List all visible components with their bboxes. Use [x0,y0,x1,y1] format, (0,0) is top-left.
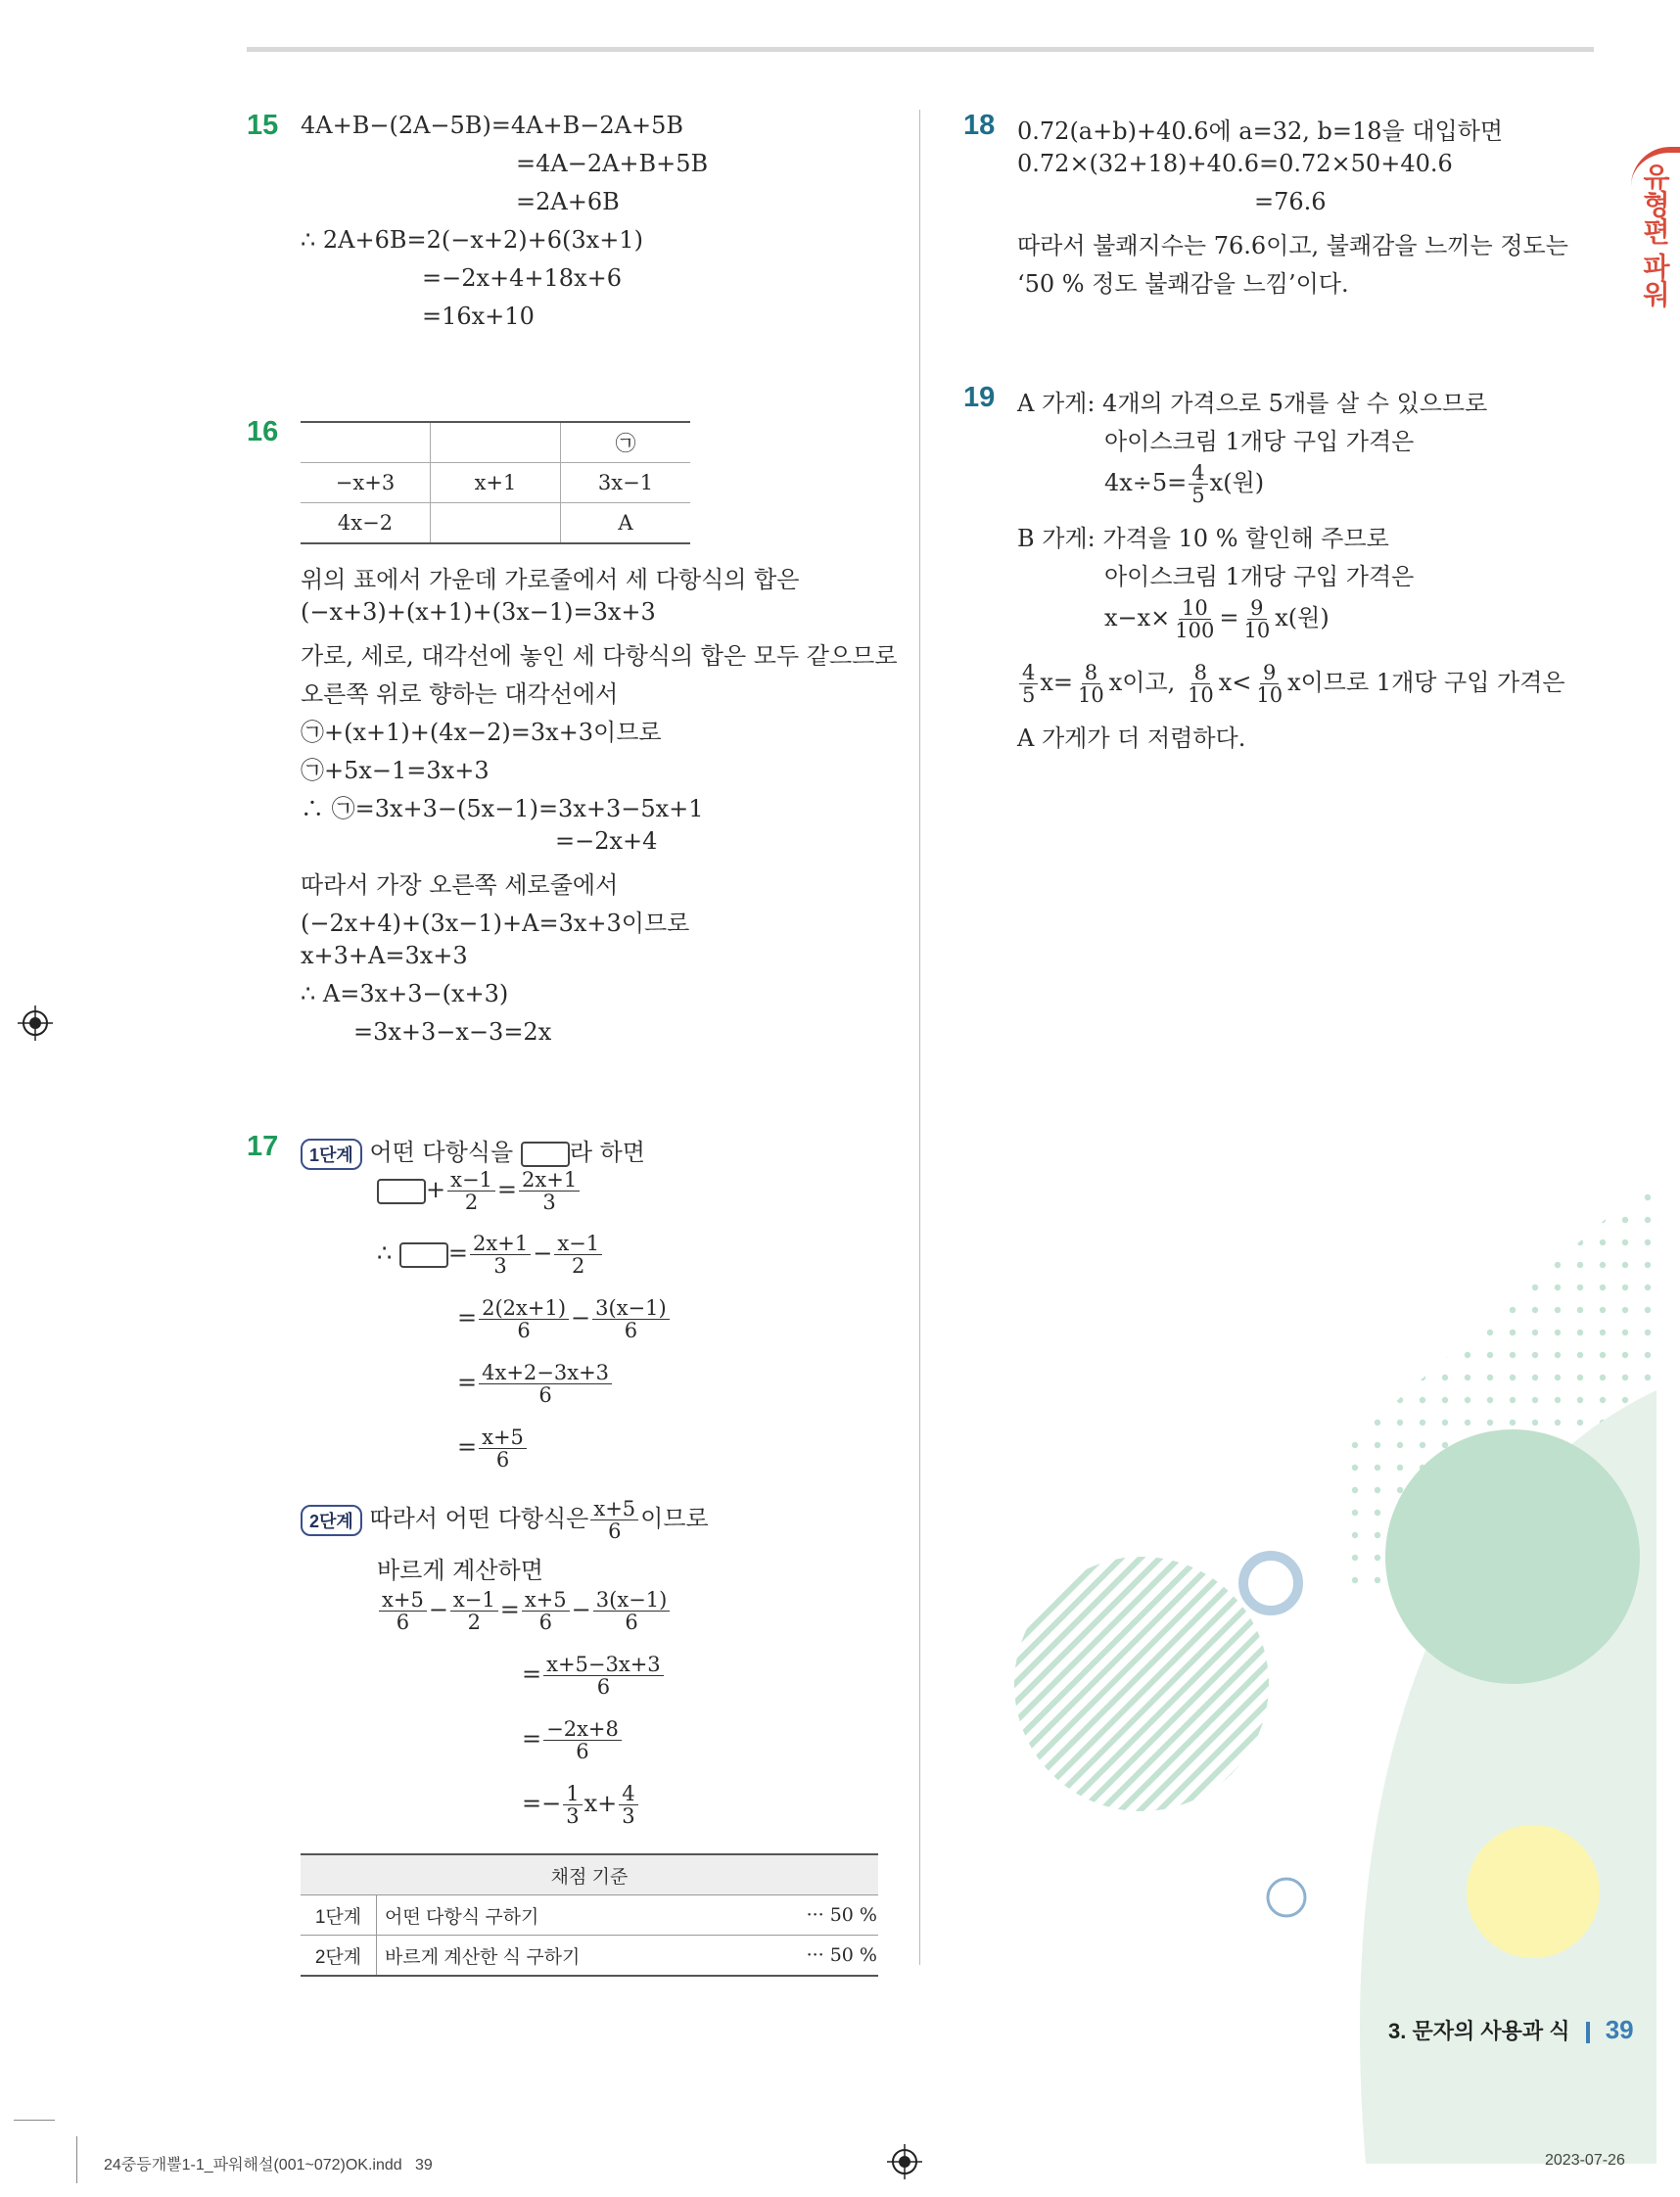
p16-line-5: ㉠+(x+1)+(4x−2)=3x+3이므로 [301,719,662,746]
numerator: x+5 [479,1426,527,1449]
numerator: 4 [1019,662,1038,684]
fraction [619,1783,637,1827]
numerator: x+5 [590,1498,638,1520]
p17-eq-5 [457,1426,529,1471]
p17-eq-2 [377,1233,604,1277]
step2-text-a: 따라서 어떤 다항식은 [369,1505,589,1533]
denominator: 3 [542,1191,556,1215]
denominator: 2 [467,1611,482,1635]
p16-line-7: ∴ ㉠=3x+3−(5x−1)=3x+3−5x+1 [301,795,704,822]
p18-line-3: =76.6 [1254,188,1327,215]
fraction [450,1589,498,1633]
side-tab [1631,147,1680,397]
p19-b-label: B 가게: 가격을 10 % 할인해 주므로 [1017,525,1389,552]
fraction [519,1169,580,1213]
denominator: 3 [566,1804,580,1829]
equals-sign: = [447,1239,469,1268]
denominator: 6 [517,1319,531,1343]
minus-sign: − [541,1790,562,1818]
fraction [593,1589,671,1633]
p17-step1-line [301,1133,645,1170]
equals-sign: = [496,1176,518,1204]
therefore-sign: ∴ [377,1239,393,1268]
numerator: 2x+1 [519,1169,580,1192]
numerator: 8 [1191,662,1210,684]
chapter-title: 3. 문자의 사용과 식 [1388,2019,1570,2043]
footer-divider [1586,2022,1590,2043]
score-desc: 바르게 계산한 식 구하기 [377,1936,779,1977]
minus-sign: − [571,1304,591,1332]
p16-line-13: =3x+3−x−3=2x [353,1018,552,1046]
p19-a-sub: 아이스크림 1개당 구입 가격은 [1104,428,1415,455]
fraction [1241,597,1274,641]
p16-line-2: (−x+3)+(x+1)+(3x−1)=3x+3 [301,598,656,626]
denominator: 6 [624,1319,638,1343]
denominator: 10 [1078,683,1104,708]
p19-a-eq [1104,462,1264,506]
p18-line-4: 따라서 불쾌지수는 76.6이고, 불쾌감을 느끼는 정도는 [1017,232,1568,259]
p16-line-11: x+3+A=3x+3 [301,942,468,969]
numerator: 9 [1260,662,1279,684]
denominator: 6 [625,1611,638,1635]
score-pct: ··· 50 % [778,1936,878,1977]
magic-square-table [301,421,690,544]
p16-line-12: ∴ A=3x+3−(x+3) [301,980,509,1007]
blank-box [521,1142,570,1167]
fraction [563,1783,582,1827]
numerator: 2(2x+1) [479,1297,569,1320]
p16-line-8: =−2x+4 [555,827,658,855]
minus-sign: − [533,1239,553,1268]
score-pct: ··· 50 % [778,1895,878,1936]
p19-b-eq [1104,597,1330,641]
problem-number-18: 18 [963,110,996,141]
p16-line-1: 위의 표에서 가운데 가로줄에서 세 다항식의 합은 [301,566,800,593]
denominator: 6 [576,1740,589,1764]
fraction [590,1498,638,1542]
numerator: 4x+2−3x+3 [479,1362,612,1384]
score-desc: 어떤 다항식 구하기 [377,1895,779,1936]
p15-line-1: 4A+B−(2A−5B)=4A+B−2A+5B [301,112,683,139]
a-eq-pre: 4x÷5= [1104,469,1188,497]
fraction [1019,662,1038,706]
equals-sign: = [522,1790,542,1818]
plus-sign: + [426,1176,446,1204]
denominator: 5 [1022,683,1036,708]
step2-badge: 2단계 [301,1505,362,1536]
equals-sign: = [457,1433,478,1462]
top-rule [247,47,1594,52]
p15-line-4: ∴ 2A+6B=2(−x+2)+6(3x+1) [301,226,643,254]
registration-mark [887,2144,922,2179]
p17-step2-line [301,1498,709,1542]
table-cell: −x+3 [301,463,431,503]
numerator: 10 [1179,597,1211,620]
p17-eq-8 [522,1718,624,1762]
table-cell [301,422,431,463]
compare-text: x이므로 1개당 구입 가격은 [1287,669,1565,697]
side-tab-label: 유형편 파워 [1640,163,1670,307]
table-cell: x+1 [431,463,561,503]
numerator: 4 [619,1783,637,1805]
b-eq-post: x(원) [1275,604,1330,632]
file-info: 24중등개뿔1-1_파워해설(001~072)OK.indd 39 [104,2157,433,2174]
fraction [1172,597,1217,641]
equals-sign: = [1219,604,1239,632]
numerator: x−1 [447,1169,495,1192]
p17-step2-text-c: 바르게 계산하면 [377,1557,543,1584]
page-number: 39 [1605,2015,1634,2044]
p15-line-6: =16x+10 [422,303,535,330]
registration-mark [18,1005,53,1041]
fraction [1189,462,1207,506]
p15-line-5: =−2x+4+18x+6 [422,264,622,292]
p16-line-3: 가로, 세로, 대각선에 놓인 세 다항식의 합은 모두 같으므로 [301,642,898,670]
equals-sign: = [499,1596,520,1624]
chapter-footer [1388,2015,1634,2045]
numerator: x−1 [554,1233,602,1255]
table-cell [431,503,561,544]
problem-number-17: 17 [247,1131,279,1162]
scoring-table [301,1853,878,1977]
p18-line-5: ‘50 % 정도 불쾌감을 느낌’이다. [1017,270,1349,298]
denominator: 10 [1256,683,1283,708]
p15-line-2: =4A−2A+B+5B [516,150,709,177]
p19-compare [1017,662,1565,706]
minus-sign: − [571,1596,591,1624]
blank-box [399,1242,448,1268]
fraction [592,1297,670,1341]
p18-line-2: 0.72×(32+18)+40.6=0.72×50+40.6 [1017,150,1453,177]
fraction [1253,662,1285,706]
a-eq-post: x(원) [1209,469,1265,497]
p17-eq-3 [457,1297,672,1341]
denominator: 6 [608,1519,622,1544]
step1-badge: 1단계 [301,1139,362,1170]
p19-b-sub: 아이스크림 1개당 구입 가격은 [1104,563,1415,590]
fraction [447,1169,495,1213]
denominator: 6 [396,1611,410,1635]
score-stage: 2단계 [301,1936,377,1977]
fraction [1185,662,1217,706]
fraction [543,1654,664,1698]
p17-eq-4 [457,1362,614,1406]
denominator: 6 [538,1383,552,1408]
denominator: 6 [538,1611,552,1635]
denominator: 10 [1187,683,1214,708]
table-cell: 4x−2 [301,503,431,544]
denominator: 2 [572,1254,585,1279]
p17-eq-1 [377,1169,582,1213]
b-eq-pre: x−x× [1104,604,1171,632]
equals-sign: = [522,1725,542,1753]
compare-text: x이고, [1108,669,1176,697]
p16-line-4: 오른쪽 위로 향하는 대각선에서 [301,680,619,708]
p16-line-10: (−2x+4)+(3x−1)+A=3x+3이므로 [301,910,690,937]
table-cell: A [561,503,691,544]
problem-number-15: 15 [247,110,279,141]
print-date: 2023-07-26 [1545,2152,1625,2169]
numerator: 3(x−1) [592,1297,670,1320]
table-cell: 3x−1 [561,463,691,503]
p17-eq-6 [377,1589,672,1633]
fraction [479,1426,527,1471]
p17-eq-9 [522,1783,640,1827]
numerator: x−1 [450,1589,498,1612]
denominator: 10 [1243,619,1271,643]
fraction [554,1233,602,1277]
score-stage: 1단계 [301,1895,377,1936]
p18-line-1: 0.72(a+b)+40.6에 a=32, b=18을 대입하면 [1017,117,1504,145]
table-cell [431,422,561,463]
numerator: x+5 [522,1589,570,1612]
numerator: 9 [1247,597,1266,620]
crop-mark [14,2120,55,2121]
p16-line-6: ㉠+5x−1=3x+3 [301,757,490,784]
problem-number-16: 16 [247,416,279,447]
fraction [479,1297,569,1341]
compare-text: x< [1218,669,1252,697]
p15-line-3: =2A+6B [516,188,620,215]
p17-eq-7 [522,1654,666,1698]
numerator: 2x+1 [470,1233,531,1255]
blank-box [377,1179,426,1204]
minus-sign: − [428,1596,448,1624]
numerator: x+5 [379,1589,427,1612]
fraction [470,1233,531,1277]
p19-a-label: A 가게: 4개의 가격으로 5개를 살 수 있으므로 [1017,390,1488,417]
denominator: 3 [622,1804,635,1829]
step1-text-a: 어떤 다항식을 [369,1139,514,1166]
fraction [379,1589,427,1633]
equals-sign: = [457,1304,478,1332]
numerator: 1 [563,1783,582,1805]
denominator: 5 [1191,484,1205,508]
p16-line-9: 따라서 가장 오른쪽 세로줄에서 [301,871,619,899]
equals-sign: = [522,1660,542,1689]
numerator: 8 [1082,662,1100,684]
x-plus: x+ [583,1790,618,1818]
compare-text: x= [1040,669,1074,697]
denominator: 100 [1175,619,1215,643]
denominator: 2 [464,1191,479,1215]
problem-number-19: 19 [963,382,996,413]
p19-conclusion: A 가게가 더 저렴하다. [1017,725,1246,752]
scoring-title: 채점 기준 [301,1854,878,1895]
fraction [1075,662,1107,706]
step2-text-b: 이므로 [640,1505,709,1533]
crop-mark [76,2136,77,2183]
step1-text-b: 라 하면 [569,1139,645,1166]
numerator: −2x+8 [543,1718,622,1741]
denominator: 6 [495,1448,510,1472]
fraction [479,1362,612,1406]
denominator: 6 [596,1675,611,1700]
numerator: 3(x−1) [593,1589,671,1612]
table-cell: ㉠ [561,422,691,463]
column-divider [919,110,920,1965]
numerator: x+5−3x+3 [543,1654,664,1676]
fraction [522,1589,570,1633]
equals-sign: = [457,1369,478,1397]
fraction [543,1718,622,1762]
numerator: 4 [1189,462,1207,485]
denominator: 3 [493,1254,507,1279]
